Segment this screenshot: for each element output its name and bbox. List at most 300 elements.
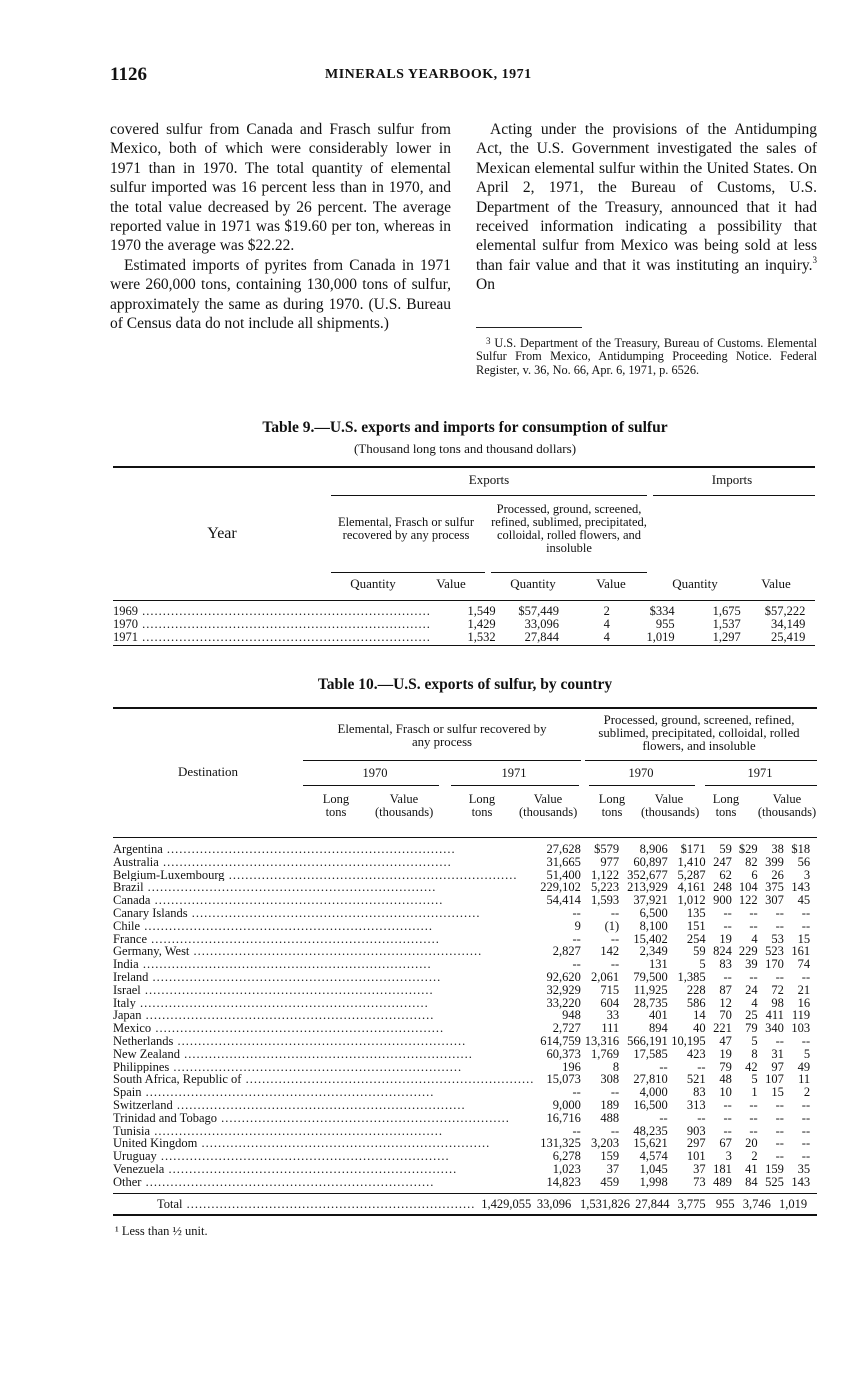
cell-d: 254	[686, 931, 706, 946]
cell-c: 37,921	[633, 893, 668, 908]
destination-name: France .....	[113, 933, 534, 946]
table-row	[113, 843, 817, 856]
cell-b: 111	[601, 1021, 620, 1036]
table-row	[113, 1099, 817, 1112]
cell-c: 17,585	[633, 1046, 668, 1061]
cell-b: 977	[600, 854, 620, 869]
cell-c: 131	[648, 957, 668, 972]
cell-e: 247	[713, 854, 732, 869]
cell-b: 1,593	[591, 893, 620, 908]
cell-a: 27,628	[546, 842, 581, 856]
cell-e: 19	[719, 1046, 732, 1061]
cell-g: 53	[771, 931, 784, 946]
cell-h: 35	[797, 1161, 811, 1176]
cell-e: 824	[713, 944, 732, 959]
cell-b: 1,122	[591, 867, 620, 882]
cell-b: 159	[600, 1149, 620, 1164]
table-row	[113, 920, 817, 933]
cell-d: 1,012	[677, 893, 706, 908]
cell-g: --	[775, 969, 784, 984]
cell-h: --	[801, 1097, 811, 1112]
table10-destination-header: Destination	[178, 764, 238, 779]
cell-f: 5	[751, 1033, 758, 1048]
cell-a: 196	[562, 1059, 581, 1074]
table-row	[113, 1061, 817, 1074]
cell-b: $579	[594, 842, 620, 856]
table-row	[113, 1086, 817, 1099]
cell-a: 6,278	[552, 1149, 581, 1164]
cell-b: 33	[606, 1008, 620, 1023]
footnote-3: $^3$ U.S. Department of the Treasury, Bureau of Customs. Elemental Sulfur From Mexico, Antidumping Proceeding Notice. Federal Register, v. 36, No. 66, Apr. 6, 1971, p. 6526.	[476, 336, 817, 377]
cell-e: 10	[719, 1085, 732, 1100]
cell-a: 60,373	[546, 1046, 581, 1061]
cell-h: 15	[797, 931, 811, 946]
cell-g: 107	[765, 1072, 784, 1087]
cell-e: 59	[719, 842, 732, 856]
destination-name: Japan .....	[113, 1009, 534, 1022]
cell-a: 92,620	[546, 969, 581, 984]
destination-name: New Zealand .....	[113, 1048, 534, 1061]
cell-d: 83	[693, 1085, 706, 1100]
cell-a: 614,759	[540, 1033, 581, 1048]
cell-a: 9,000	[552, 1097, 581, 1112]
cell-b: 189	[600, 1097, 620, 1112]
cell-e: --	[723, 1097, 732, 1112]
cell-b: 37	[606, 1161, 620, 1176]
cell-e: 48	[719, 1072, 732, 1087]
cell-a: 31,665	[546, 854, 581, 869]
cell-f: 8	[751, 1046, 758, 1061]
cell-e: --	[723, 918, 732, 933]
cell-g: --	[775, 905, 784, 920]
cell-d: 14	[693, 1008, 706, 1023]
destination-name: Venezuela .....	[113, 1163, 534, 1176]
cell-e: 12	[719, 995, 732, 1010]
table9-year-header: Year	[207, 525, 237, 542]
cell-e: 87	[719, 982, 732, 997]
table-row	[113, 933, 817, 946]
cell-h: 21	[797, 982, 811, 997]
cell-d: 10,195	[671, 1033, 706, 1048]
cell-c: 15,402	[633, 931, 668, 946]
cell-d: 101	[686, 1149, 706, 1164]
cell-c: 28,735	[633, 995, 668, 1010]
table10-footnote: ¹ Less than ½ unit.	[115, 1224, 208, 1239]
cell-d: --	[697, 1110, 706, 1125]
table9-quantity-1: Quantity	[350, 576, 396, 591]
page-header	[110, 64, 820, 90]
cell-e: 79	[719, 1059, 732, 1074]
destination-name: Netherlands .....	[113, 1035, 534, 1048]
cell-h: --	[801, 969, 811, 984]
cell-e: 83	[719, 957, 732, 972]
cell-f: $29	[738, 842, 758, 856]
cell-h: --	[801, 1123, 811, 1138]
cell-c: --	[659, 1059, 668, 1074]
table10	[113, 707, 817, 1239]
cell-f: 79	[745, 1021, 758, 1036]
cell-g: 170	[765, 957, 784, 972]
cell-b: 604	[600, 995, 620, 1010]
cell-g: 525	[765, 1174, 784, 1189]
cell-f: --	[749, 969, 758, 984]
destination-name: Canary Islands .....	[113, 907, 534, 920]
table9-value-1: Value	[436, 576, 466, 591]
cell-c: 6,500	[639, 905, 668, 920]
cell-h: --	[801, 1033, 811, 1048]
destination-name: Ireland .....	[113, 971, 534, 984]
table10-value-3: Value (thousands)	[641, 792, 700, 819]
table9-value-3: Value	[761, 576, 791, 591]
cell-f: 4	[751, 995, 758, 1010]
right-column	[476, 120, 817, 295]
cell-h: --	[801, 1136, 811, 1151]
cell-g: 15	[771, 1085, 784, 1100]
cell-b: --	[610, 931, 620, 946]
cell-h: 11	[798, 1072, 811, 1087]
cell-d: 37	[693, 1161, 706, 1176]
table-row	[113, 1125, 817, 1138]
cell-h: $18	[791, 842, 811, 856]
cell-d: --	[697, 1059, 706, 1074]
cell-h: --	[801, 1110, 811, 1125]
cell-e: 19	[719, 931, 732, 946]
cell-d: 313	[686, 1097, 706, 1112]
cell-a: --	[572, 1123, 581, 1138]
cell-b: 8	[612, 1059, 620, 1074]
cell-c: 8,100	[639, 918, 668, 933]
table9-elemental-header: Elemental, Frasch or sulfur recovered by any process	[337, 515, 475, 542]
table-row	[113, 1137, 817, 1150]
cell-b: 13,316	[584, 1033, 620, 1048]
cell-d: 297	[686, 1136, 706, 1151]
table-row	[113, 856, 817, 869]
table10-year-1971-b: 1971	[747, 766, 773, 780]
cell-g: 38	[771, 842, 784, 856]
cell-h: 119	[791, 1008, 811, 1023]
table10-processed-header: Processed, ground, screened, refined, sublimed, precipitated, colloidal, rolled flowers, and insoluble	[598, 713, 800, 753]
cell-h: 49	[797, 1059, 811, 1074]
destination-name: Uruguay .....	[113, 1150, 534, 1163]
cell-a: --	[572, 931, 581, 946]
cell-f: --	[749, 918, 758, 933]
cell-g: 307	[765, 893, 784, 908]
cell-c: 79,500	[633, 969, 668, 984]
destination-name: Canada .....	[113, 894, 534, 907]
cell-e: --	[723, 1123, 732, 1138]
cell-e: --	[723, 905, 732, 920]
cell-a: --	[572, 957, 581, 972]
table10-year-1970-a: 1970	[362, 766, 388, 780]
cell-f: 20	[745, 1136, 758, 1151]
cell-h: 161	[791, 944, 811, 959]
cell-g: 72	[771, 982, 784, 997]
cell-b: 459	[600, 1174, 620, 1189]
cell-b: (1)	[604, 918, 620, 933]
cell-c: 894	[648, 1021, 668, 1036]
table9-quantity-3: Quantity	[672, 576, 718, 591]
table10-year-1971-a: 1971	[501, 766, 527, 780]
table10-body	[113, 843, 817, 1189]
destination-name: Belgium-Luxembourg .....	[113, 869, 534, 882]
table-row	[113, 945, 817, 958]
destination-name: Trinidad and Tobago .....	[113, 1112, 534, 1125]
cell-g: 399	[765, 854, 784, 869]
destination-name: Chile .....	[113, 920, 534, 933]
table-row: 1969 ..... 1,549 $57,449 2 $334 1,675 $57,222	[113, 605, 815, 618]
cell-c: 566,191	[627, 1033, 668, 1048]
cell-g: 375	[765, 880, 784, 895]
cell-f: 39	[745, 957, 758, 972]
cell-a: --	[572, 1085, 581, 1100]
cell-b: 1,769	[591, 1046, 620, 1061]
cell-f: 1	[751, 1085, 758, 1100]
table-row	[113, 1176, 817, 1189]
footnote-ref: 3	[812, 254, 817, 265]
table-row	[113, 1048, 817, 1061]
cell-h: 5	[803, 1046, 811, 1061]
cell-c: 8,906	[639, 842, 668, 856]
cell-e: 47	[719, 1033, 732, 1048]
page-number: 1126	[110, 64, 147, 85]
cell-b: 5,223	[591, 880, 620, 895]
table9	[113, 466, 815, 646]
cell-d: 5	[699, 957, 706, 972]
cell-b: 142	[600, 944, 620, 959]
cell-a: 14,823	[546, 1174, 581, 1189]
cell-e: 3	[725, 1149, 732, 1164]
cell-h: --	[801, 1149, 811, 1164]
cell-f: --	[749, 1097, 758, 1112]
cell-a: 51,400	[546, 867, 581, 882]
cell-g: 26	[771, 867, 784, 882]
cell-b: 488	[600, 1110, 620, 1125]
cell-a: 229,102	[540, 880, 581, 895]
cell-f: 24	[745, 982, 758, 997]
cell-a: 1,023	[552, 1161, 581, 1176]
destination-name: Philippines .....	[113, 1061, 534, 1074]
table10-long-tons-4: Long tons	[712, 792, 740, 819]
cell-b: 3,203	[591, 1136, 620, 1151]
cell-a: 54,414	[546, 893, 581, 908]
right-paragraph-1: Acting under the provisions of the Antidumping Act, the U.S. Government investigated the sales of Mexican elemental sulfur within the United States. On April 2, 1971, the Bureau of Customs, U.S. Department of the Treasury, announced that it had received information indicating a possibility that elemental sulfur from Mexico was being sold at less than fair value and that it was instituting an inquiry.$^3$ On	[476, 121, 817, 294]
cell-a: 16,716	[546, 1110, 581, 1125]
table-row	[113, 1073, 817, 1086]
cell-c: 4,000	[639, 1085, 668, 1100]
table9-imports-header: Imports	[711, 472, 753, 487]
destination-name: Switzerland .....	[113, 1099, 534, 1112]
cell-d: 1,385	[677, 969, 706, 984]
cell-d: $171	[680, 842, 706, 856]
cell-h: 45	[797, 893, 811, 908]
table-row	[113, 1150, 817, 1163]
cell-f: 2	[751, 1149, 758, 1164]
cell-e: 221	[713, 1021, 732, 1036]
cell-e: 62	[719, 867, 732, 882]
cell-f: 42	[745, 1059, 758, 1074]
cell-h: --	[801, 918, 811, 933]
cell-b: 715	[600, 982, 620, 997]
table9-processed-header: Processed, ground, screened, refined, sublimed, precipitated, colloidal, rolled flowers, and insoluble	[491, 502, 647, 555]
table-row	[113, 907, 817, 920]
destination-name: Germany, West .....	[113, 945, 534, 958]
cell-g: --	[775, 1123, 784, 1138]
cell-b: --	[610, 1123, 620, 1138]
table9-quantity-2: Quantity	[510, 576, 556, 591]
cell-c: 16,500	[633, 1097, 668, 1112]
table-row	[113, 958, 817, 971]
cell-g: 340	[765, 1021, 784, 1036]
cell-g: 97	[771, 1059, 784, 1074]
cell-g: 523	[765, 944, 784, 959]
table10-elemental-header: Elemental, Frasch or sulfur recovered by any process	[337, 722, 547, 749]
cell-d: 423	[686, 1046, 706, 1061]
cell-c: 213,929	[627, 880, 668, 895]
cell-e: 67	[719, 1136, 732, 1151]
table-row	[113, 894, 817, 907]
cell-d: 135	[686, 905, 706, 920]
table-row	[113, 1022, 817, 1035]
cell-h: 103	[791, 1021, 811, 1036]
cell-c: 27,810	[633, 1072, 668, 1087]
cell-e: 70	[719, 1008, 732, 1023]
table9-value-2: Value	[596, 576, 626, 591]
cell-f: 84	[745, 1174, 758, 1189]
cell-f: 82	[745, 854, 758, 869]
cell-g: --	[775, 918, 784, 933]
cell-d: 228	[686, 982, 706, 997]
cell-e: --	[723, 969, 732, 984]
cell-g: 159	[765, 1161, 784, 1176]
cell-a: 131,325	[540, 1136, 581, 1151]
cell-h: 56	[797, 854, 811, 869]
cell-g: --	[775, 1136, 784, 1151]
cell-f: --	[749, 905, 758, 920]
cell-f: 229	[738, 944, 758, 959]
cell-c: 1,998	[639, 1174, 668, 1189]
table10-long-tons-3: Long tons	[598, 792, 626, 819]
table-row	[113, 971, 817, 984]
cell-d: 5,287	[677, 867, 706, 882]
table9-subtitle: (Thousand long tons and thousand dollars)	[353, 441, 577, 456]
cell-c: 2,349	[639, 944, 668, 959]
cell-d: 1,410	[677, 854, 706, 869]
cell-a: 2,827	[552, 944, 581, 959]
destination-name: Tunisia .....	[113, 1125, 534, 1138]
cell-b: 2,061	[591, 969, 620, 984]
cell-c: 60,897	[633, 854, 668, 869]
footnote-rule	[476, 327, 582, 328]
table-row	[113, 1035, 817, 1048]
cell-h: 2	[803, 1085, 811, 1100]
cell-f: 25	[745, 1008, 758, 1023]
cell-a: 9	[574, 918, 581, 933]
table10-value-1: Value (thousands)	[375, 792, 434, 819]
cell-a: 2,727	[552, 1021, 581, 1036]
cell-c: 1,045	[639, 1161, 668, 1176]
destination-name: United Kingdom .....	[113, 1137, 534, 1150]
cell-c: --	[659, 1110, 668, 1125]
table9-body	[113, 605, 815, 643]
cell-f: 122	[738, 893, 758, 908]
cell-d: 151	[686, 918, 706, 933]
cell-f: 5	[751, 1072, 758, 1087]
cell-e: 489	[713, 1174, 732, 1189]
cell-d: 586	[686, 995, 706, 1010]
cell-c: 4,574	[639, 1149, 668, 1164]
left-paragraph-1: covered sulfur from Canada and Frasch sulfur from Mexico, both of which were considerably lower in 1971 than in 1970. The total quantity of elemental sulfur imported was 16 percent less than in 1970, and the total value decreased by 26 percent. The average reported value in 1971 was $19.60 per ton, whereas in 1970 the average was $22.22.	[110, 121, 451, 255]
left-column	[110, 120, 451, 333]
cell-b: --	[610, 1085, 620, 1100]
cell-h: 143	[791, 880, 811, 895]
cell-c: 11,925	[633, 982, 668, 997]
cell-e: --	[723, 1110, 732, 1125]
table-row	[113, 869, 817, 882]
table9-title: Table 9.—U.S. exports and imports for consumption of sulfur	[262, 419, 668, 436]
cell-g: --	[775, 1097, 784, 1112]
destination-name: Other .....	[113, 1176, 534, 1189]
left-paragraph-2: Estimated imports of pyrites from Canada in 1971 were 260,000 tons, containing 130,000 tons of sulfur, approximately the same as during 1970. (U.S. Bureau of Census data do not include all shipments.)	[110, 256, 451, 333]
running-head: MINERALS YEARBOOK, 1971	[325, 67, 532, 82]
destination-name: Australia .....	[113, 856, 534, 869]
cell-c: 401	[648, 1008, 668, 1023]
cell-g: --	[775, 1033, 784, 1048]
cell-e: 900	[713, 893, 732, 908]
table-row	[113, 997, 817, 1010]
cell-f: 6	[751, 867, 758, 882]
cell-g: 411	[765, 1008, 784, 1023]
table-row	[113, 881, 817, 894]
cell-e: 181	[713, 1161, 732, 1176]
cell-d: 4,161	[677, 880, 706, 895]
table-row: 1971 ..... 1,532 27,844 4 1,019 1,297 25,419	[113, 631, 815, 644]
table10-long-tons-1: Long tons	[322, 792, 350, 819]
table-row: 1970 ..... 1,429 33,096 4 955 1,537 34,149	[113, 618, 815, 631]
cell-h: 143	[791, 1174, 811, 1189]
cell-f: 4	[751, 931, 758, 946]
cell-f: --	[749, 1110, 758, 1125]
table10-total	[113, 1198, 817, 1211]
table10-title: Table 10.—U.S. exports of sulfur, by country	[317, 676, 613, 693]
table-row	[113, 1112, 817, 1125]
table10-value-2: Value (thousands)	[519, 792, 578, 819]
cell-f: 41	[745, 1161, 758, 1176]
cell-d: 903	[686, 1123, 706, 1138]
cell-f: --	[749, 1123, 758, 1138]
table9-exports-header: Exports	[468, 472, 510, 487]
cell-d: 59	[693, 944, 706, 959]
cell-a: --	[572, 905, 581, 920]
cell-g: 31	[771, 1046, 784, 1061]
table-row	[113, 1163, 817, 1176]
table10-long-tons-2: Long tons	[468, 792, 496, 819]
cell-g: --	[775, 1149, 784, 1164]
table-row	[113, 1009, 817, 1022]
cell-a: 15,073	[546, 1072, 581, 1087]
table-total-row: Total ..... 1,429,055 33,096 1,531,826 27,844 3,775 955 3,746 1,019	[113, 1198, 817, 1211]
cell-h: 74	[797, 957, 811, 972]
cell-b: --	[610, 905, 620, 920]
table10-year-1970-b: 1970	[628, 766, 654, 780]
cell-d: 73	[693, 1174, 706, 1189]
cell-h: --	[801, 905, 811, 920]
cell-b: 308	[600, 1072, 620, 1087]
cell-a: 32,929	[546, 982, 581, 997]
destination-name: Brazil .....	[113, 881, 534, 894]
table10-value-4: Value (thousands)	[757, 792, 817, 819]
cell-c: 352,677	[627, 867, 668, 882]
cell-c: 48,235	[633, 1123, 668, 1138]
